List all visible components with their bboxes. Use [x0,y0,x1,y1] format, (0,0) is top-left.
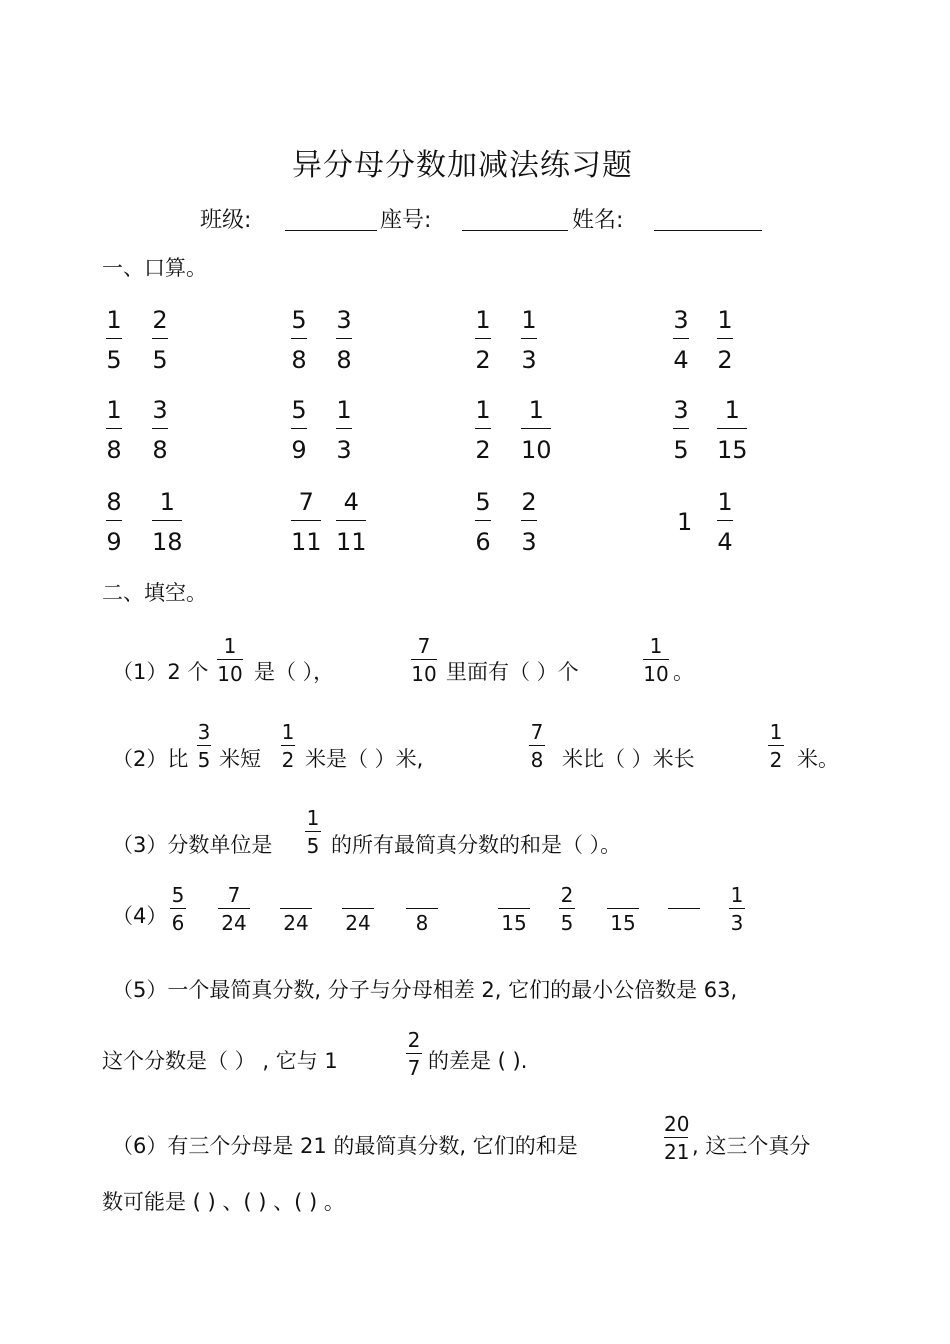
page-title: 异分母分数加减法练习题 [292,148,633,183]
section-heading-fill: 二、填空。 [102,581,207,605]
denominator: 15 [717,436,748,464]
fraction [717,398,748,462]
numerator: 1 [281,720,295,744]
numerator [498,885,530,908]
numerator: 20 [664,1112,690,1136]
fraction [406,1030,422,1078]
fraction [291,398,307,462]
denominator: 18 [152,528,183,556]
numerator: 1 [724,396,740,424]
fraction [521,398,552,462]
numerator: 2 [152,306,168,334]
fraction [475,490,491,554]
seat-label: 座号: [380,208,432,233]
section-heading-oral: 一、口算。 [102,256,207,280]
fraction [336,398,352,462]
denominator: 10 [521,436,552,464]
numerator: 3 [197,720,211,744]
fraction [281,722,295,770]
numerator [668,885,700,908]
fraction [217,636,243,684]
fraction [717,490,733,554]
fraction [152,308,168,372]
fraction [673,398,689,462]
denominator: 6 [475,528,491,556]
denominator: 24 [221,911,247,935]
q1-end: 。 [673,660,694,684]
class-blank[interactable] [285,206,377,231]
q4-prefix: （4） [112,904,168,928]
q1-text: 是（ ）， [254,660,335,684]
denominator: 6 [171,911,185,935]
numerator: 7 [298,488,314,516]
numerator: 1 [475,396,491,424]
numerator: 7 [530,720,544,744]
fraction [291,490,322,554]
denominator: 5 [152,346,168,374]
numerator: 3 [336,306,352,334]
numerator: 3 [673,396,689,424]
numerator: 1 [223,634,237,658]
q6-line2: 数可能是 ( ) 、( ) 、( ) 。 [102,1190,345,1214]
whole-number: 1 [677,508,693,536]
denominator: 8 [336,346,352,374]
denominator: 7 [407,1056,421,1080]
fraction [664,1114,689,1162]
fraction [673,308,689,372]
numerator: 1 [306,806,320,830]
numerator: 5 [171,883,185,907]
denominator: 9 [106,528,122,556]
fraction [498,885,530,933]
fraction [521,308,537,372]
numerator: 2 [560,883,574,907]
fraction [529,722,545,770]
denominator: 8 [152,436,168,464]
numerator: 1 [521,306,537,334]
denominator: 2 [281,748,295,772]
q2-text: 米短 [219,747,261,771]
numerator: 8 [106,488,122,516]
denominator: 8 [106,436,122,464]
name-blank[interactable] [654,206,762,231]
fraction [336,308,352,372]
q2-prefix: （2）比 [112,747,189,771]
denominator: 15 [501,911,527,935]
denominator: 5 [197,748,211,772]
fraction [475,308,491,372]
fraction [197,722,211,770]
fraction [342,885,374,933]
class-label: 班级: [200,208,252,233]
fraction [152,490,183,554]
numerator [607,885,639,908]
q1-text: 里面有（ ）个 [446,660,579,684]
denominator: 5 [673,436,689,464]
q5-line1: （5）一个最简真分数, 分子与分母相差 2, 它们的最小公倍数是 63, [112,978,738,1002]
numerator: 5 [291,396,307,424]
fraction [643,636,669,684]
numerator: 5 [475,488,491,516]
denominator: 21 [664,1140,690,1164]
fraction [475,398,491,462]
fraction [305,808,321,856]
numerator: 1 [717,488,733,516]
numerator: 2 [521,488,537,516]
denominator: 9 [291,436,307,464]
numerator: 2 [407,1028,421,1052]
denominator: 2 [475,346,491,374]
denominator: 11 [291,528,322,556]
fraction [521,490,537,554]
q5-line2: 这个分数是（ ） , 它与 1 [102,1049,338,1073]
q5-line2-end: 的差是 ( ). [428,1049,528,1073]
fraction [559,885,575,933]
denominator: 10 [217,662,243,686]
numerator [280,885,312,908]
fraction [170,885,186,933]
denominator: 24 [345,911,371,935]
denominator: 10 [643,662,669,686]
numerator: 7 [227,883,241,907]
denominator: 3 [521,528,537,556]
denominator: 2 [475,436,491,464]
denominator: 3 [521,346,537,374]
numerator: 1 [336,396,352,424]
denominator: 5 [306,834,320,858]
numerator: 3 [673,306,689,334]
numerator: 1 [730,883,744,907]
numerator: 7 [417,634,431,658]
denominator: 3 [336,436,352,464]
q2-end: 米。 [797,747,839,771]
fraction [336,490,367,554]
fraction [729,885,745,933]
numerator [342,885,374,908]
fraction [607,885,639,933]
fraction [717,308,733,372]
fraction [291,308,307,372]
denominator: 10 [411,662,437,686]
numerator: 1 [717,306,733,334]
fraction [280,885,312,933]
numerator: 1 [649,634,663,658]
numerator [406,885,438,908]
q6-line1: （6）有三个分母是 21 的最简真分数, 它们的和是 [112,1134,578,1158]
numerator: 1 [159,488,175,516]
denominator: 8 [291,346,307,374]
q6-line1-end: , 这三个真分 [692,1134,811,1158]
denominator: 2 [717,346,733,374]
numerator: 4 [343,488,359,516]
q3-text: 的所有最简真分数的和是（ ）。 [331,833,622,857]
denominator: 3 [730,911,744,935]
fraction [406,885,438,933]
q2-text: 米比（ ）米长 [562,747,695,771]
fraction [218,885,250,933]
denominator [668,909,700,933]
numerator: 1 [528,396,544,424]
fraction [106,398,122,462]
denominator: 4 [673,346,689,374]
denominator: 2 [769,748,783,772]
denominator: 4 [717,528,733,556]
numerator: 3 [152,396,168,424]
fraction [152,398,168,462]
fraction [106,308,122,372]
numerator: 1 [475,306,491,334]
denominator: 24 [283,911,309,935]
denominator: 5 [560,911,574,935]
q3-prefix: （3）分数单位是 [112,833,273,857]
fraction [768,722,784,770]
fraction [411,636,437,684]
numerator: 1 [106,306,122,334]
q2-text: 米是（ ）米, [305,747,424,771]
fraction [668,885,700,933]
numerator: 1 [106,396,122,424]
seat-blank[interactable] [462,206,568,231]
denominator: 8 [530,748,544,772]
denominator: 15 [610,911,636,935]
denominator: 5 [106,346,122,374]
denominator: 8 [415,911,429,935]
numerator: 5 [291,306,307,334]
numerator: 1 [769,720,783,744]
denominator: 11 [336,528,367,556]
fraction [106,490,122,554]
q1-prefix: （1）2 个 [112,660,209,684]
name-label: 姓名: [572,208,624,233]
